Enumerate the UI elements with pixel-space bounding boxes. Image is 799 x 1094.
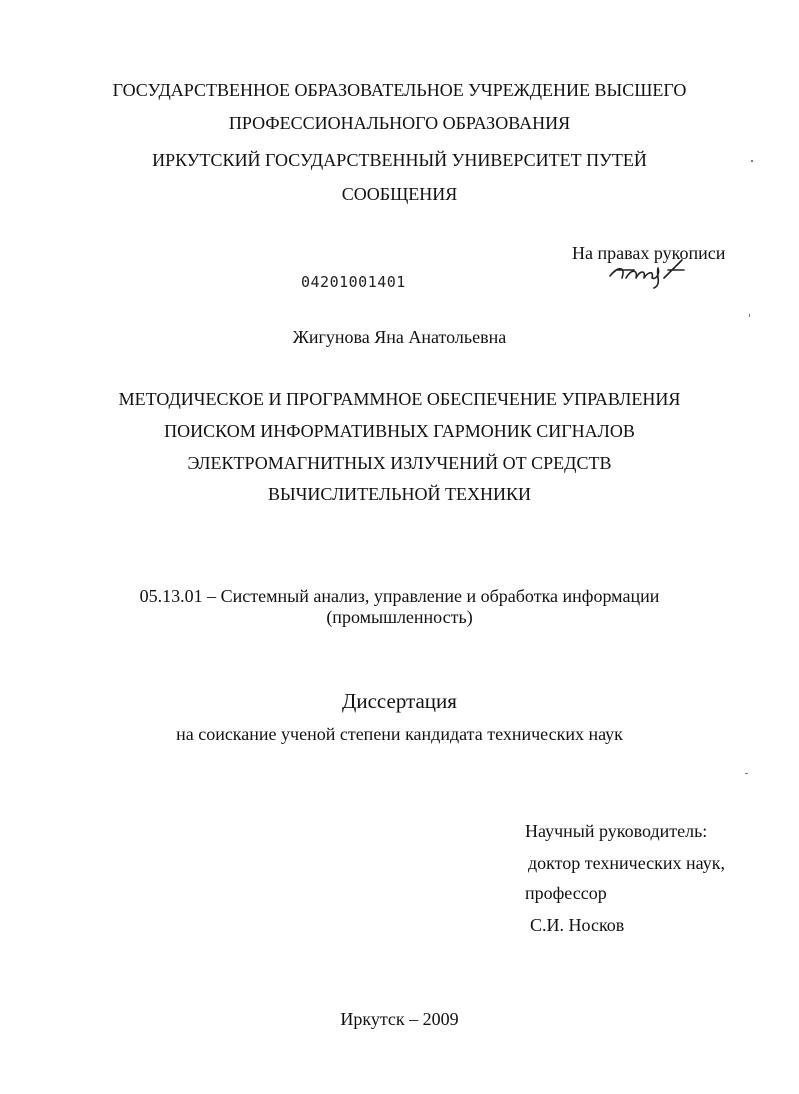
specialty-industry: (промышленность) (326, 607, 473, 627)
university-line-2: СООБЩЕНИЯ (341, 184, 458, 204)
author-name: Жигунова Яна Анатольевна (292, 327, 507, 347)
specialty-code: 05.13.01 – Системный анализ, управление и обработка информации (139, 586, 660, 606)
scan-speck (751, 160, 753, 162)
supervisor-label: Научный руководитель: (525, 821, 708, 841)
institution-line-2: ПРОФЕССИОНАЛЬНОГО ОБРАЗОВАНИЯ (228, 113, 571, 133)
handwritten-signature (604, 256, 688, 290)
work-type: Диссертация (342, 689, 457, 713)
manuscript-note: На правах рукописи (572, 243, 726, 263)
scan-speck (749, 314, 750, 317)
city-year: Иркутск – 2009 (340, 1009, 459, 1029)
thesis-title-line-1: МЕТОДИЧЕСКОЕ И ПРОГРАММНОЕ ОБЕСПЕЧЕНИЕ УПРАВЛЕНИЯ (118, 389, 681, 409)
supervisor-rank: профессор (525, 883, 607, 903)
registration-number: 04201001401 (301, 273, 406, 291)
university-line-1: ИРКУТСКИЙ ГОСУДАРСТВЕННЫЙ УНИВЕРСИТЕТ ПУТЕЙ (152, 150, 647, 170)
degree-description: на соискание ученой степени кандидата технических наук (176, 724, 623, 744)
scan-speck (745, 773, 748, 774)
institution-line-1: ГОСУДАРСТВЕННОЕ ОБРАЗОВАТЕЛЬНОЕ УЧРЕЖДЕНИЕ ВЫСШЕГО (112, 80, 687, 100)
supervisor-name: С.И. Носков (530, 915, 625, 935)
supervisor-degree: доктор технических наук, (528, 853, 725, 873)
thesis-title-line-3: ЭЛЕКТРОМАГНИТНЫХ ИЗЛУЧЕНИЙ ОТ СРЕДСТВ (187, 453, 612, 473)
thesis-title-line-4: ВЫЧИСЛИТЕЛЬНОЙ ТЕХНИКИ (268, 484, 531, 504)
thesis-title-line-2: ПОИСКОМ ИНФОРМАТИВНЫХ ГАРМОНИК СИГНАЛОВ (164, 421, 635, 441)
